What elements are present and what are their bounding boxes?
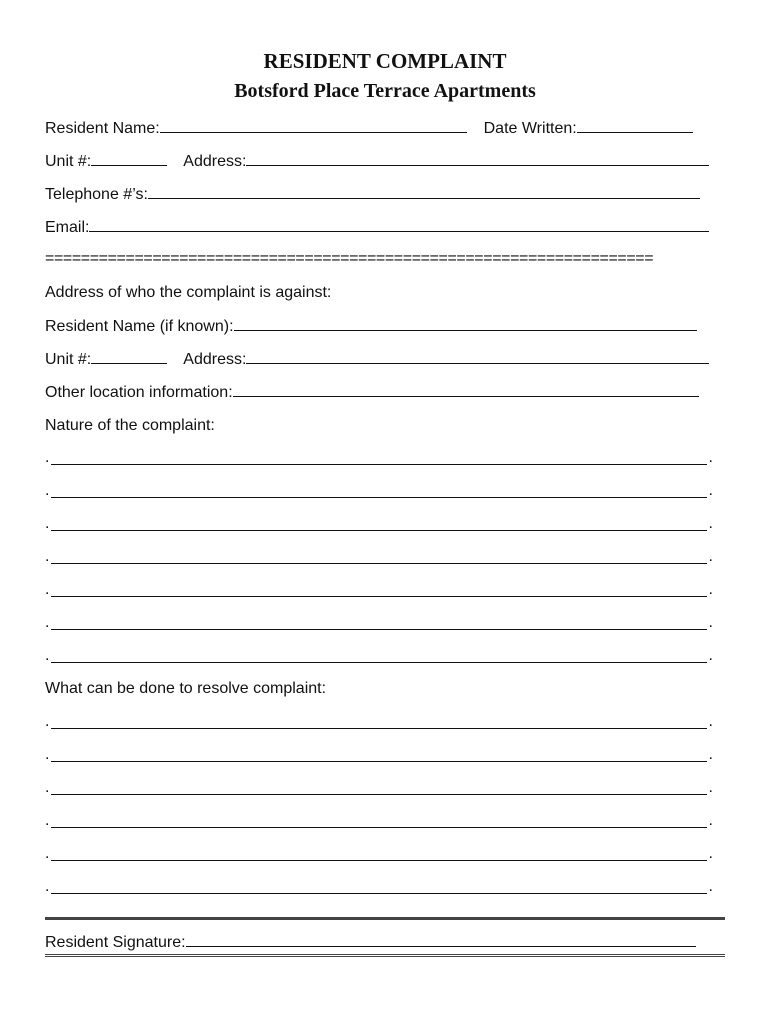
nature-line[interactable] [45,514,713,534]
against-unit-field[interactable] [91,349,167,364]
against-unit-label: Unit #: [45,351,92,368]
line-dot: . [708,449,713,466]
resolve-line[interactable] [45,877,713,897]
nature-line[interactable] [45,580,713,600]
complaint-form [45,48,725,951]
form-title: RESIDENT COMPLAINT [263,49,507,73]
line-dot: . [45,548,50,565]
email-label: Email: [45,219,90,236]
nature-heading: Nature of the complaint: [45,417,215,434]
resident-name-label: Resident Name: [45,120,160,137]
line-dot: . [45,614,50,631]
line-dot: . [45,713,50,730]
line-dot: . [45,515,50,532]
resolve-line[interactable] [45,778,713,798]
signature-field[interactable] [186,932,696,947]
nature-line[interactable] [45,448,713,468]
line-dot: . [45,878,50,895]
line-dot: . [708,647,713,664]
other-location-row [45,382,699,402]
line-dot: . [708,812,713,829]
line-dot: . [708,713,713,730]
line-dot: . [708,482,713,499]
line-dot: . [708,878,713,895]
line-dot: . [708,515,713,532]
line-dot: . [708,746,713,763]
line-dot: . [45,746,50,763]
line-dot: . [45,647,50,664]
line-dot: . [708,845,713,862]
resolve-line[interactable] [45,745,713,765]
section-separator: ==================================================================== [45,250,654,267]
unit-label: Unit #: [45,153,92,170]
against-unit-row [45,349,709,369]
nature-line[interactable] [45,547,713,567]
line-dot: . [708,581,713,598]
resolve-line[interactable] [45,811,713,831]
telephone-row [45,184,700,204]
signature-bottom-rule [45,954,725,959]
line-dot: . [708,548,713,565]
line-dot: . [45,845,50,862]
signature-top-rule [45,917,725,920]
resident-unit-row [45,151,709,171]
resolve-line[interactable] [45,712,713,732]
address-field[interactable] [246,151,709,166]
against-address-label: Address: [183,351,247,368]
email-row [45,217,709,237]
signature-label: Resident Signature: [45,934,186,951]
email-field[interactable] [89,217,709,232]
line-dot: . [45,779,50,796]
against-heading: Address of who the complaint is against: [45,284,332,301]
line-dot: . [45,581,50,598]
resolve-heading: What can be done to resolve complaint: [45,680,327,697]
date-written-label: Date Written: [483,120,577,137]
resident-name-field[interactable] [160,118,467,133]
unit-field[interactable] [91,151,167,166]
resolve-line[interactable] [45,844,713,864]
line-dot: . [45,812,50,829]
signature-row [45,932,696,952]
line-dot: . [708,779,713,796]
line-dot: . [45,449,50,466]
nature-line[interactable] [45,646,713,666]
form-subtitle: Botsford Place Terrace Apartments [234,80,536,102]
other-location-label: Other location information: [45,384,233,401]
address-label: Address: [183,153,247,170]
resident-name-row [45,118,693,138]
date-written-field[interactable] [577,118,693,133]
telephone-label: Telephone #’s: [45,186,148,203]
telephone-field[interactable] [148,184,700,199]
nature-line[interactable] [45,481,713,501]
against-name-field[interactable] [234,316,697,331]
nature-line[interactable] [45,613,713,633]
line-dot: . [708,614,713,631]
against-name-label: Resident Name (if known): [45,318,234,335]
against-address-field[interactable] [246,349,709,364]
line-dot: . [45,482,50,499]
against-name-row [45,316,697,336]
other-location-field[interactable] [233,382,699,397]
